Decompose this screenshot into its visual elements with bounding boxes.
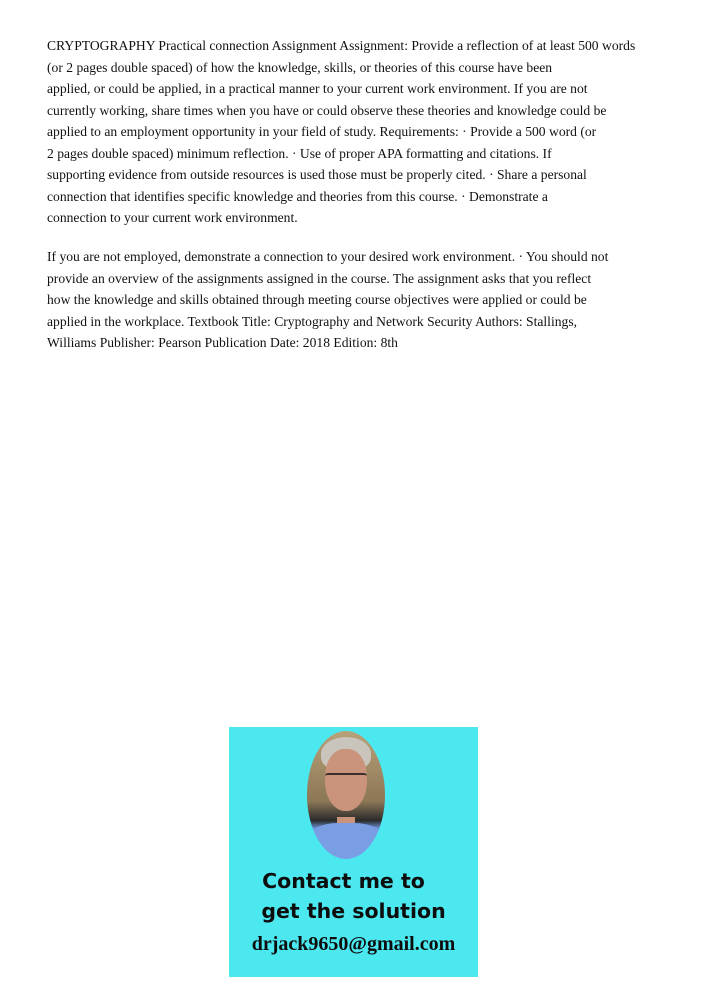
text-line: currently working, share times when you have or could observe these theories and knowledge could be xyxy=(47,102,607,118)
text-line: If you are not employed, demonstrate a connection to your desired work environment. · You should not xyxy=(47,249,609,264)
text-line: supporting evidence from outside resources is used those must be properly cited. · Share a personal xyxy=(47,167,587,182)
advert-headline-line-2: get the solution xyxy=(261,899,446,923)
text-line: (or 2 pages double spaced) of how the knowledge, skills, or theories of this course have been xyxy=(47,59,553,75)
text-line: applied to an employment opportunity in your field of study. Requirements: · Provide a 500 word (or xyxy=(47,124,597,139)
text-line: how the knowledge and skills obtained through meeting course objectives were applied or could be xyxy=(47,292,587,307)
text-line: applied, or could be applied, in a practical manner to your current work environment. If you are not xyxy=(47,81,588,96)
text-line: applied in the workplace. Textbook Title: Cryptography and Network Security Authors: Stallings, xyxy=(47,313,578,329)
text-line: CRYPTOGRAPHY Practical connection Assignment Assignment: Provide a reflection of at least 500 words xyxy=(47,38,636,53)
text-line: connection to your current work environment. xyxy=(47,210,298,225)
assignment-paragraph-1 xyxy=(47,35,677,229)
text-line: Williams Publisher: Pearson Publication Date: 2018 Edition: 8th xyxy=(47,335,398,350)
text-line: provide an overview of the assignments assigned in the course. The assignment asks that you reflect xyxy=(47,270,592,286)
advert-email[interactable]: drjack9650@gmail.com xyxy=(251,933,456,955)
advert-headline-line-1: Contact me to xyxy=(262,869,425,893)
text-line: 2 pages double spaced) minimum reflection. · Use of proper APA formatting and citations. If xyxy=(47,145,552,161)
contact-advert-banner[interactable] xyxy=(229,727,478,977)
portrait-photo-icon xyxy=(307,731,385,859)
text-line: connection that identifies specific knowledge and theories from this course. · Demonstrate a xyxy=(47,188,548,204)
assignment-paragraph-2 xyxy=(47,246,677,354)
